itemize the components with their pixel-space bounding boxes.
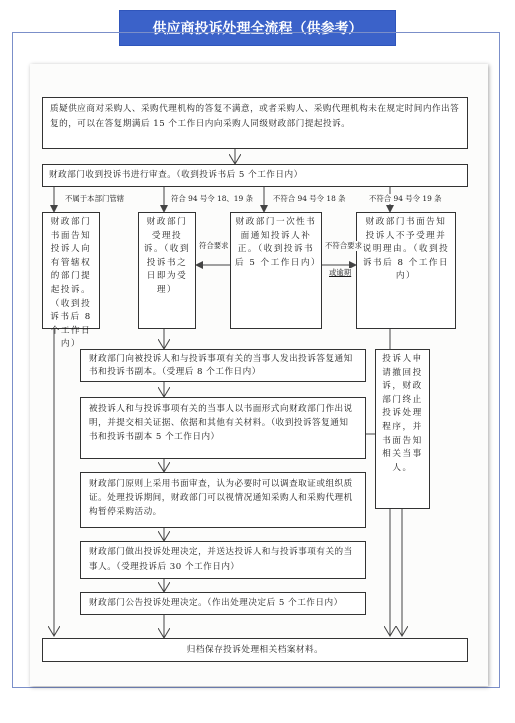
label-not-jurisdiction: 不属于本部门管辖 (65, 194, 125, 203)
label-meets-18-19: 符合 94 号令 18、19 条 (171, 194, 253, 203)
flowchart-paper (30, 64, 488, 686)
label-not-meet-18: 不符合 94 号令 18 条 (273, 194, 346, 203)
box-accept-complaint: 财政部门受理投诉。（收到投诉书之日即为受理） (138, 212, 196, 329)
box-withdraw-complaint: 投诉人申请撤回投诉，财政部门终止投诉处理程序，并书面告知相关当事人。 (375, 349, 430, 509)
box-decision: 财政部门做出投诉处理决定，并送达投诉人和与投诉事项有关的当事人。（受理投诉后 30 个工作日内） (80, 541, 366, 579)
label-overdue: 或逾期 (329, 268, 352, 277)
box-refer-jurisdiction: 财政部门书面告知投诉人向有管辖权的部门提起投诉。（收到投诉书后 8 个工作日内） (42, 212, 100, 329)
page-title: 供应商投诉处理全流程（供参考） (120, 11, 395, 45)
box-investigate: 财政部门原则上采用书面审查，认为必要时可以调查取证或组织质证。处理投诉期间，财政部门可以视情况通知采购人和采购代理机构暂停采购活动。 (80, 472, 366, 528)
label-not-meet-req: 不符合要求 (325, 241, 362, 250)
box-reject-complaint: 财政部门书面告知投诉人不予受理并说明理由。（收到投诉书后 8 个工作日内） (356, 212, 456, 329)
box-announce-decision: 财政部门公告投诉处理决定。（作出处理决定后 5 个工作日内） (80, 592, 366, 615)
complaint-box: 质疑供应商对采购人、采购代理机构的答复不满意，或者采购人、采购代理机构未在规定时间内作出答复的，可以在答复期满后 15 个工作日内向采购人同级财政部门提起投诉。 (42, 97, 468, 149)
box-archive: 归档保存投诉处理相关档案材料。 (42, 638, 468, 662)
box-notify-parties: 财政部门向被投诉人和与投诉事项有关的当事人发出投诉答复通知书和投诉书副本。（受理后 8 个工作日内） (80, 349, 366, 382)
box-parties-respond: 被投诉人和与投诉事项有关的当事人以书面形式向财政部门作出说明，并提交相关证据、依据和其他有关材料。（收到投诉答复通知书和投诉书副本 5 个工作日内） (80, 397, 366, 459)
review-box: 财政部门收到投诉书进行审查。（收到投诉书后 5 个工作日内） (42, 164, 468, 187)
label-not-meet-19: 不符合 94 号令 19 条 (369, 194, 442, 203)
label-meets-req: 符合要求 (199, 241, 229, 250)
box-request-correction: 财政部门一次性书面通知投诉人补正。（收到投诉书后 5 个工作日内） (230, 212, 322, 329)
